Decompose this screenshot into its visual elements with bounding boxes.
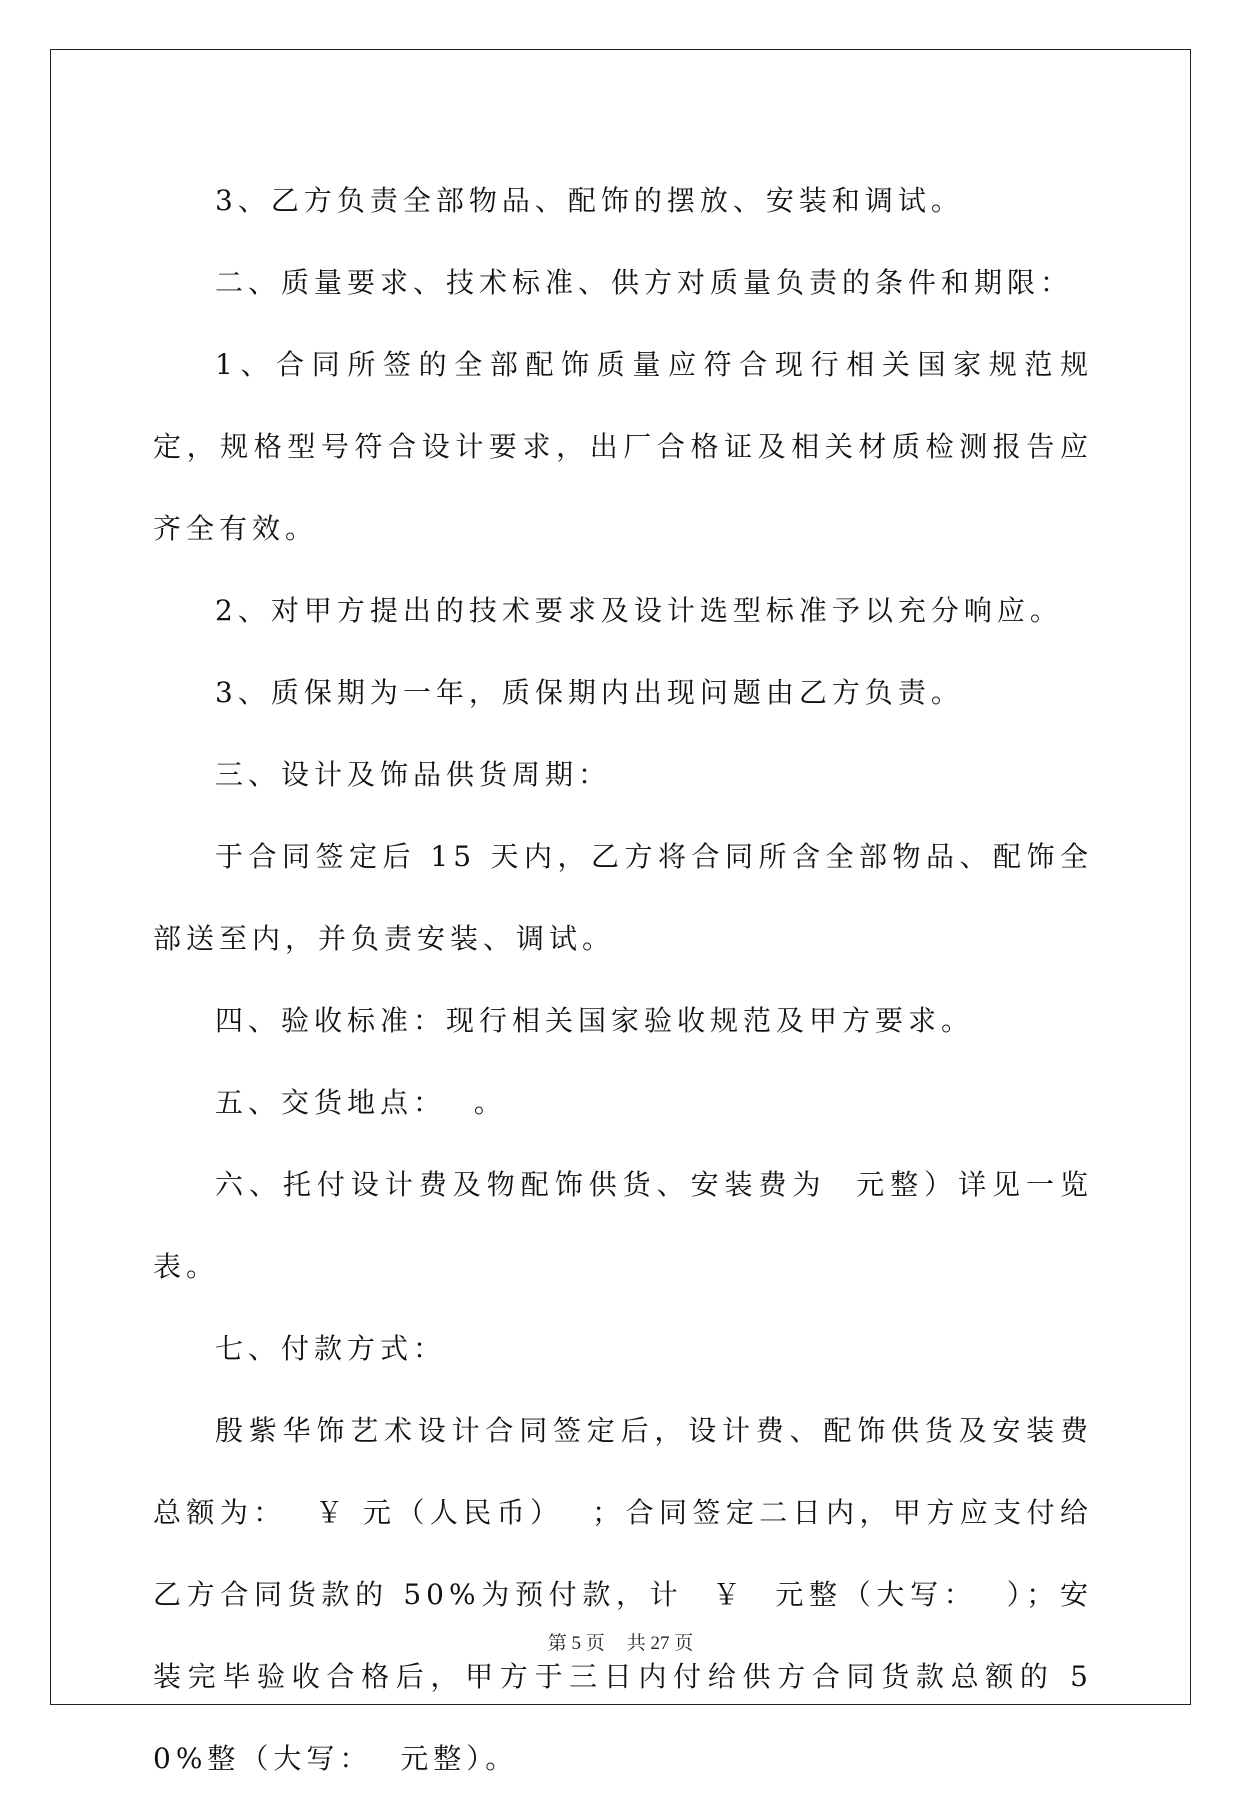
total-page-count: 共 27 页 xyxy=(626,1633,694,1654)
paragraph-delivery-time: 于合同签定后 15 天内，乙方将合同所含全部物品、配饰全部送至内，并负责安装、调试。 xyxy=(153,840,1093,955)
paragraph-delivery-location: 五、交货地点： 。 xyxy=(215,1086,507,1119)
document-body xyxy=(153,160,1093,1800)
heading-supply-period: 三、设计及饰品供货周期： xyxy=(215,758,612,791)
paragraph-warranty: 3、质保期为一年，质保期内出现问题由乙方负责。 xyxy=(215,676,964,709)
paragraph-acceptance-standard: 四、验收标准：现行相关国家验收规范及甲方要求。 xyxy=(215,1004,975,1037)
paragraph-technical-response: 2、对甲方提出的技术要求及设计选型标准予以充分响应。 xyxy=(215,594,1063,627)
page-footer xyxy=(0,1628,1241,1655)
heading-quality-requirements: 二、质量要求、技术标准、供方对质量负责的条件和期限： xyxy=(215,266,1074,299)
current-page-number: 第 5 页 xyxy=(547,1633,605,1654)
paragraph-payment-terms: 殷紫华饰艺术设计合同签定后，设计费、配饰供货及安装费总额为： ￥ 元（人民币） ；合同签定二日内，甲方应支付给乙方合同货款的 50%为预付款，计 ￥ 元整（大写： ）；安装完毕验收合格后，甲方于三日内付给供方合同货款总额的 50%整（大写： 元整）。 xyxy=(153,1414,1093,1775)
heading-payment-method: 七、付款方式： xyxy=(215,1332,447,1365)
paragraph-fees: 六、托付设计费及物配饰供货、安装费为 元整）详见一览表。 xyxy=(153,1168,1093,1283)
paragraph-quality-standard: 1、合同所签的全部配饰质量应符合现行相关国家规范规定，规格型号符合设计要求，出厂合格证及相关材质检测报告应齐全有效。 xyxy=(153,348,1093,545)
paragraph-install-responsibility: 3、乙方负责全部物品、配饰的摆放、安装和调试。 xyxy=(215,184,964,217)
